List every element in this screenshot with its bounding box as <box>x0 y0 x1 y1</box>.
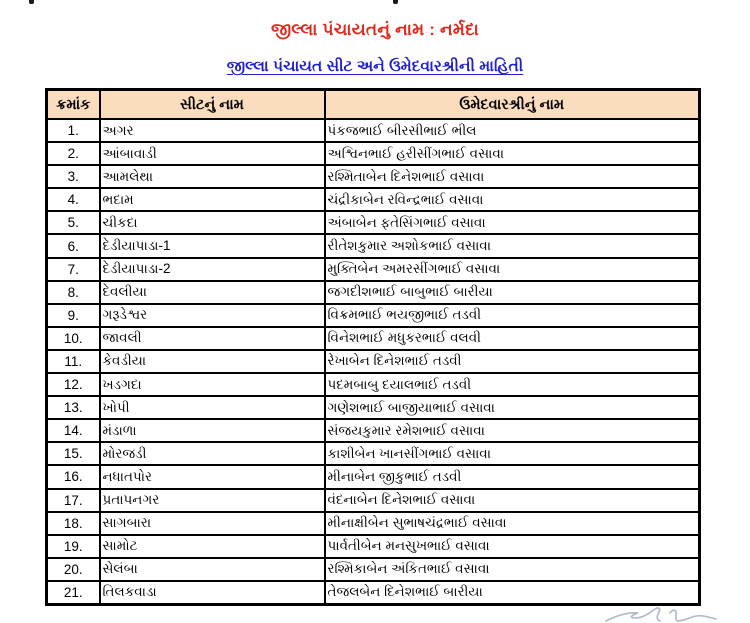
page-title: જીલ્લા પંચાયતનું નામ : નર્મદા <box>271 20 479 39</box>
table-row <box>47 350 700 373</box>
table-row <box>47 119 700 142</box>
candidate-name: વિનેશભાઈ મધુકરભાઈ વલવી <box>325 327 700 350</box>
row-number: 15. <box>47 442 100 465</box>
seat-name: દેવલીયા <box>100 281 325 304</box>
row-number: 2. <box>47 142 100 165</box>
table-row <box>47 512 700 535</box>
seat-name: મંડાળા <box>100 419 325 442</box>
row-number: 14. <box>47 419 100 442</box>
seat-name: પ્રતાપનગર <box>100 489 325 512</box>
table-row <box>47 165 700 188</box>
seat-name: ભદામ <box>100 188 325 211</box>
table-row <box>47 465 700 488</box>
row-number: 4. <box>47 188 100 211</box>
page-subtitle: જીલ્લા પંચાયત સીટ અને ઉમેદવારશ્રીની માહિતી <box>226 58 524 75</box>
candidate-name: રશ્મિતાબેન દિનેશભાઈ વસાવા <box>325 165 700 188</box>
table-row <box>47 258 700 281</box>
row-number: 11. <box>47 350 100 373</box>
row-number: 16. <box>47 465 100 488</box>
table-row <box>47 327 700 350</box>
row-number: 5. <box>47 211 100 234</box>
seat-name: આંબાવાડી <box>100 142 325 165</box>
row-number: 18. <box>47 512 100 535</box>
seat-name: ખોપી <box>100 396 325 419</box>
table-row <box>47 558 700 581</box>
seat-name: ખડગદા <box>100 373 325 396</box>
header-serial-number: ક્રમાંક <box>47 90 100 120</box>
table-row <box>47 373 700 396</box>
seat-name: નધાતપોર <box>100 465 325 488</box>
row-number: 21. <box>47 581 100 605</box>
row-number: 8. <box>47 281 100 304</box>
row-number: 7. <box>47 258 100 281</box>
candidate-name: સંજયકુમાર રમેશભાઈ વસાવા <box>325 419 700 442</box>
table-row <box>47 535 700 558</box>
candidate-name: મીનાક્ષીબેન સુભાષચંદ્રભાઈ વસાવા <box>325 512 700 535</box>
table-row <box>47 442 700 465</box>
table-row <box>47 281 700 304</box>
candidate-name: પંકજભાઈ બીરસીભાઈ ભીલ <box>325 119 700 142</box>
header-candidate-name: ઉમેદવારશ્રીનું નામ <box>325 90 700 120</box>
row-number: 1. <box>47 119 100 142</box>
table-row <box>47 396 700 419</box>
row-number: 3. <box>47 165 100 188</box>
row-number: 13. <box>47 396 100 419</box>
seat-name: સેલંબા <box>100 558 325 581</box>
table-row <box>47 419 700 442</box>
candidate-name: જગદીશભાઈ બાબુભાઈ બારીયા <box>325 281 700 304</box>
scan-artifact <box>29 0 34 4</box>
candidate-name: રીતેશકુમાર અશોકભાઈ વસાવા <box>325 234 700 257</box>
row-number: 10. <box>47 327 100 350</box>
table-header-row <box>47 90 700 120</box>
candidate-name: રશ્મિકાબેન અંકિતભાઈ વસાવા <box>325 558 700 581</box>
seat-name: તિલકવાડા <box>100 581 325 605</box>
candidate-name: મીનાબેન જીકુભાઈ તડવી <box>325 465 700 488</box>
row-number: 17. <box>47 489 100 512</box>
seat-name: અગર <box>100 119 325 142</box>
row-number: 9. <box>47 304 100 327</box>
candidate-name: અંબાબેન ફતેસિંગભાઈ વસાવા <box>325 211 700 234</box>
table-row <box>47 489 700 512</box>
row-number: 20. <box>47 558 100 581</box>
candidate-name: ચંદ્રીકાબેન રવિન્દ્રભાઈ વસાવા <box>325 188 700 211</box>
seat-name: મોરજડી <box>100 442 325 465</box>
candidate-name: અશ્વિનભાઈ હરીસીંગભાઈ વસાવા <box>325 142 700 165</box>
candidate-name: રેખાબેન દિનેશભાઈ તડવી <box>325 350 700 373</box>
row-number: 19. <box>47 535 100 558</box>
candidate-name: મુક્તિબેન અમરસીંગભાઈ વસાવા <box>325 258 700 281</box>
table-row <box>47 304 700 327</box>
row-number: 12. <box>47 373 100 396</box>
candidate-name: ગણેશભાઈ બાજીયાભાઈ વસાવા <box>325 396 700 419</box>
candidates-table <box>45 88 701 606</box>
candidate-name: તેજલબેન દિનેશભાઈ બારીયા <box>325 581 700 605</box>
candidate-name: પદમબાબુ દયાલભાઈ તડવી <box>325 373 700 396</box>
table-row <box>47 211 700 234</box>
header-seat-name: સીટનું નામ <box>100 90 325 120</box>
seat-name: કેવડીયા <box>100 350 325 373</box>
seat-name: આમલેથા <box>100 165 325 188</box>
seat-name: ગરૂડેશ્વર <box>100 304 325 327</box>
row-number: 6. <box>47 234 100 257</box>
table-row <box>47 142 700 165</box>
seat-name: ચીકદા <box>100 211 325 234</box>
candidate-name: વંદનાબેન દિનેશભાઈ વસાવા <box>325 489 700 512</box>
candidate-name: પાર્વતીબેન મનસુખભાઈ વસાવા <box>325 535 700 558</box>
table-row <box>47 234 700 257</box>
seat-name: સામોટ <box>100 535 325 558</box>
seat-name: જાવલી <box>100 327 325 350</box>
table-row <box>47 581 700 605</box>
table-row <box>47 188 700 211</box>
candidate-name: વિક્રમભાઈ ભયજીભાઈ તડવી <box>325 304 700 327</box>
seat-name: સાગબારા <box>100 512 325 535</box>
scan-artifact <box>393 0 398 4</box>
signature-mark <box>598 604 728 623</box>
seat-name: દેડીયાપાડા-1 <box>100 234 325 257</box>
candidate-name: કાશીબેન ખાનસીંગભાઈ વસાવા <box>325 442 700 465</box>
seat-name: દેડીયાપાડા-2 <box>100 258 325 281</box>
